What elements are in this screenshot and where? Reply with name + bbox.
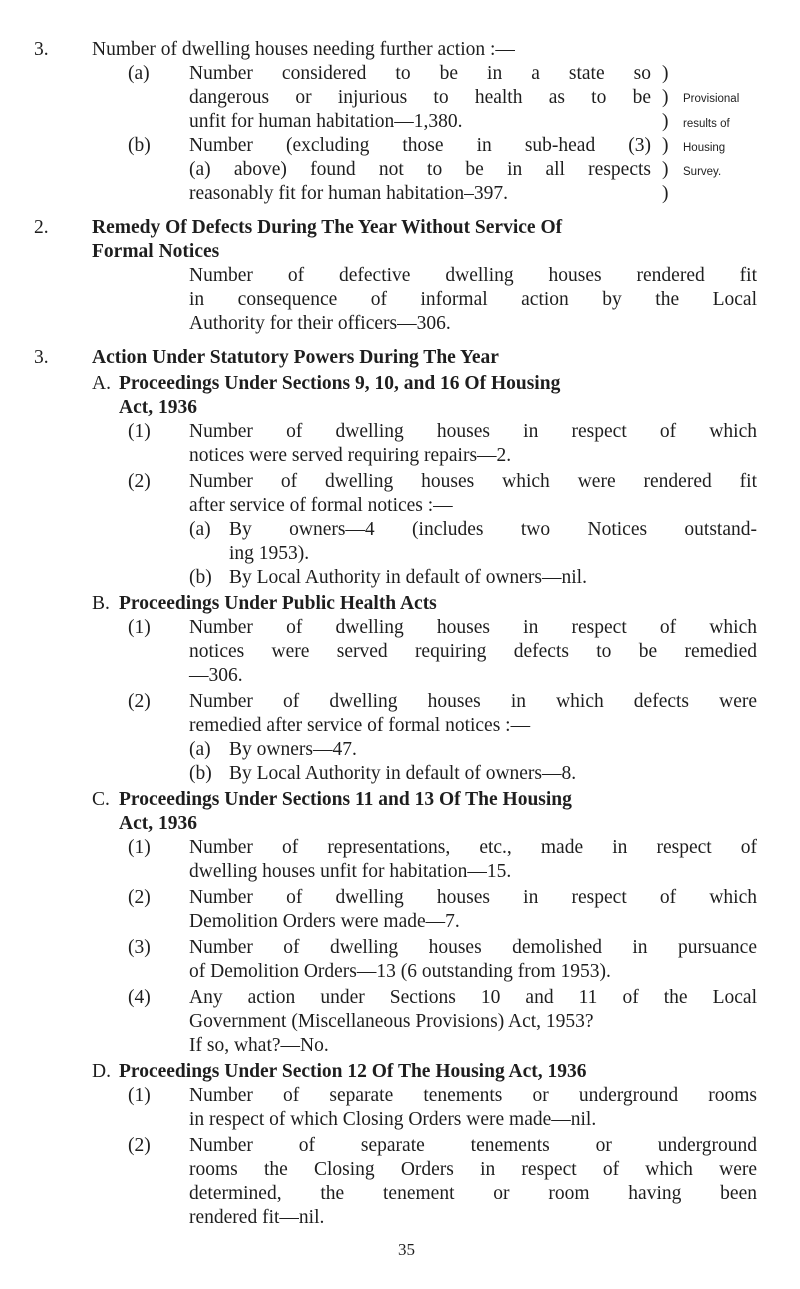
subsection-heading: Act, 1936 bbox=[119, 397, 197, 418]
body-line: Number of defective dwelling houses rendered fit bbox=[189, 265, 757, 286]
item-line: of Demolition Orders—13 (6 outstanding from 1953). bbox=[189, 961, 611, 982]
item-line: rooms the Closing Orders in respect of which were bbox=[189, 1159, 757, 1180]
section-number: 3. bbox=[34, 39, 49, 60]
item-line: Number of dwelling houses in respect of which bbox=[189, 617, 757, 638]
subsection-heading: Proceedings Under Section 12 Of The Housing Act, 1936 bbox=[119, 1061, 587, 1082]
subsection-label: C. bbox=[92, 789, 110, 810]
item-label: (1) bbox=[128, 421, 151, 442]
sub-item-line: By owners—47. bbox=[229, 739, 357, 760]
subsection-heading: Proceedings Under Public Health Acts bbox=[119, 593, 437, 614]
item-line: Number of dwelling houses in which defects were bbox=[189, 691, 757, 712]
sub-item-line: By owners—4 (includes two Notices outstand- bbox=[229, 519, 757, 540]
subsection-heading: Proceedings Under Sections 11 and 13 Of The Housing bbox=[119, 789, 572, 810]
item-label: (3) bbox=[128, 937, 151, 958]
item-line: Number of dwelling houses which were rendered fit bbox=[189, 471, 757, 492]
item-line: If so, what?—No. bbox=[189, 1035, 329, 1056]
page-number: 35 bbox=[398, 1240, 415, 1259]
subsection-label: D. bbox=[92, 1061, 111, 1082]
item-label: (2) bbox=[128, 1135, 151, 1156]
item-line: dangerous or injurious to health as to be bbox=[189, 87, 651, 108]
item-label: (2) bbox=[128, 887, 151, 908]
item-line: in respect of which Closing Orders were made—nil. bbox=[189, 1109, 597, 1130]
item-label: (1) bbox=[128, 837, 151, 858]
bracket-mark: ) bbox=[662, 159, 669, 180]
side-note-line: results of bbox=[683, 118, 730, 130]
sub-item-label: (b) bbox=[189, 763, 212, 784]
subsection-label: A. bbox=[92, 373, 111, 394]
item-line: Number of separate tenements or underground rooms bbox=[189, 1085, 757, 1106]
side-note-line: Survey. bbox=[683, 166, 722, 178]
item-label: (1) bbox=[128, 617, 151, 638]
sub-item-label: (b) bbox=[189, 567, 212, 588]
item-line: Demolition Orders were made—7. bbox=[189, 911, 460, 932]
item-label: (2) bbox=[128, 691, 151, 712]
item-line: notices were served requiring defects to be remedied bbox=[189, 641, 757, 662]
item-line: after service of formal notices :— bbox=[189, 495, 453, 516]
item-line: determined, the tenement or room having been bbox=[189, 1183, 757, 1204]
sub-item-label: (a) bbox=[189, 519, 211, 540]
item-line: Number considered to be in a state so bbox=[189, 63, 651, 84]
item-line: dwelling houses unfit for habitation—15. bbox=[189, 861, 512, 882]
sub-item-label: (a) bbox=[189, 739, 211, 760]
subsection-heading: Act, 1936 bbox=[119, 813, 197, 834]
bracket-mark: ) bbox=[662, 87, 669, 108]
item-line: Number of dwelling houses in respect of which bbox=[189, 421, 757, 442]
body-line: Authority for their officers—306. bbox=[189, 313, 451, 334]
bracket-mark: ) bbox=[662, 183, 669, 204]
item-line: Number of separate tenements or underground bbox=[189, 1135, 757, 1156]
sub-item-line: By Local Authority in default of owners—8. bbox=[229, 763, 577, 784]
bracket-mark: ) bbox=[662, 135, 669, 156]
bracket-mark: ) bbox=[662, 111, 669, 132]
subsection-label: B. bbox=[92, 593, 110, 614]
item-line: Number of representations, etc., made in respect of bbox=[189, 837, 757, 858]
item-line: —306. bbox=[189, 665, 243, 686]
item-line: Government (Miscellaneous Provisions) Act, 1953? bbox=[189, 1011, 594, 1032]
section-heading: Remedy Of Defects During The Year Without Service Of bbox=[92, 217, 563, 238]
item-label: (1) bbox=[128, 1085, 151, 1106]
side-note-line: Housing bbox=[683, 142, 726, 154]
subsection-heading: Proceedings Under Sections 9, 10, and 16 Of Housing bbox=[119, 373, 561, 394]
section-number: 2. bbox=[34, 217, 49, 238]
sub-item-line: ing 1953). bbox=[229, 543, 310, 564]
item-line: reasonably fit for human habitation–397. bbox=[189, 183, 508, 204]
item-label: (4) bbox=[128, 987, 151, 1008]
sub-item-line: By Local Authority in default of owners—nil. bbox=[229, 567, 587, 588]
item-line: (a) above) found not to be in all respects bbox=[189, 159, 651, 180]
section-number: 3. bbox=[34, 347, 49, 368]
side-note-line: Provisional bbox=[683, 93, 740, 105]
item-line: Number (excluding those in sub-head (3) bbox=[189, 135, 651, 156]
item-line: unfit for human habitation—1,380. bbox=[189, 111, 463, 132]
section-heading: Formal Notices bbox=[92, 241, 220, 262]
item-line: Number of dwelling houses in respect of which bbox=[189, 887, 757, 908]
bracket-mark: ) bbox=[662, 63, 669, 84]
item-line: rendered fit—nil. bbox=[189, 1207, 325, 1228]
item-line: notices were served requiring repairs—2. bbox=[189, 445, 512, 466]
item-line: remedied after service of formal notices :— bbox=[189, 715, 531, 736]
section-title: Number of dwelling houses needing further action :— bbox=[92, 39, 515, 60]
item-label: (a) bbox=[128, 63, 150, 84]
item-line: Number of dwelling houses demolished in pursuance bbox=[189, 937, 757, 958]
item-label: (b) bbox=[128, 135, 151, 156]
item-line: Any action under Sections 10 and 11 of the Local bbox=[189, 987, 757, 1008]
body-line: in consequence of informal action by the Local bbox=[189, 289, 757, 310]
item-label: (2) bbox=[128, 471, 151, 492]
section-heading: Action Under Statutory Powers During The Year bbox=[92, 347, 499, 368]
